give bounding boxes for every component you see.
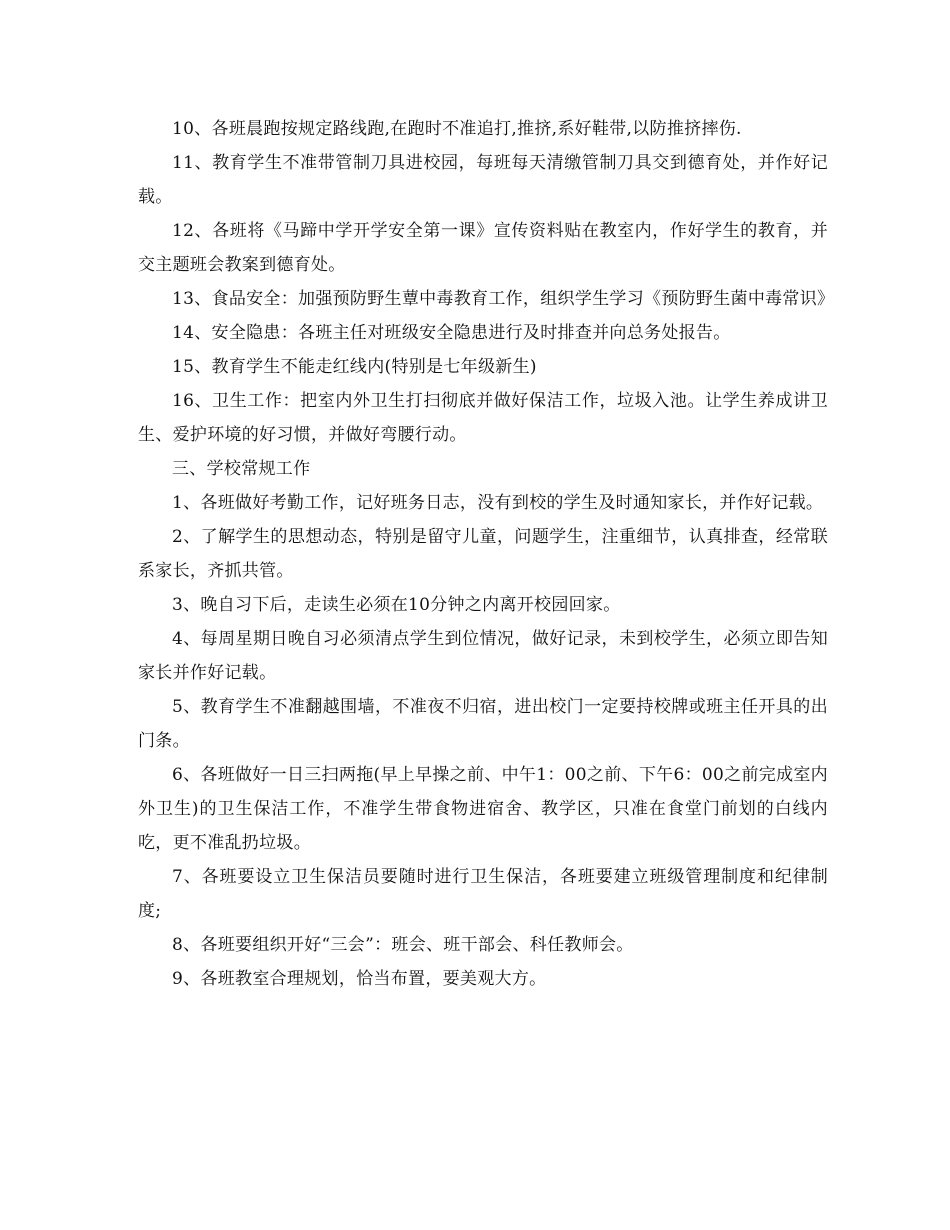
paragraph-routine-9: 9、各班教室合理规划，恰当布置，要美观大方。: [172, 969, 547, 989]
paragraph-routine-2: 2、了解学生的思想动态，特别是留守儿童，问题学生，注重细节，认真排查，经常联系家长，齐抓共管。: [138, 527, 828, 581]
paragraph-routine-6: 6、各班做好一日三扫两拖(早上早操之前、中午1：00之前、下午6：00之前完成室内外卫生)的卫生保洁工作，不准学生带食物进宿舍、教学区，只准在食堂门前划的白线内吃，更不准乱扔垃圾。: [138, 765, 828, 853]
document-body: [138, 112, 835, 996]
paragraph-rule-15: 15、教育学生不能走红线内(特别是七年级新生): [172, 357, 537, 377]
paragraph-routine-8: 8、各班要组织开好“三会”：班会、班干部会、科任教师会。: [172, 935, 634, 955]
section-heading-school-routine: 三、学校常规工作: [172, 459, 311, 479]
paragraph-rule-13: 13、食品安全：加强预防野生蕈中毒教育工作，组织学生学习《预防野生菌中毒常识》: [172, 289, 835, 309]
paragraph-rule-14: 14、安全隐患：各班主任对班级安全隐患进行及时排查并向总务处报告。: [172, 323, 731, 343]
paragraph-rule-12: 12、各班将《马蹄中学开学安全第一课》宣传资料贴在教室内，作好学生的教育，并交主题班会教案到德育处。: [138, 221, 828, 275]
paragraph-rule-11: 11、教育学生不准带管制刀具进校园，每班每天清缴管制刀具交到德育处，并作好记载。: [138, 153, 828, 207]
paragraph-routine-5: 5、教育学生不准翻越围墙，不准夜不归宿，进出校门一定要持校牌或班主任开具的出门条。: [138, 697, 828, 751]
paragraph-routine-3: 3、晚自习下后，走读生必须在10分钟之内离开校园回家。: [172, 595, 621, 615]
paragraph-routine-1: 1、各班做好考勤工作，记好班务日志，没有到校的学生及时通知家长，并作好记载。: [172, 493, 824, 513]
paragraph-rule-16: 16、卫生工作：把室内外卫生打扫彻底并做好保洁工作，垃圾入池。让学生养成讲卫生、爱护环境的好习惯，并做好弯腰行动。: [138, 391, 828, 445]
paragraph-routine-7: 7、各班要设立卫生保洁员要随时进行卫生保洁，各班要建立班级管理制度和纪律制度;: [138, 867, 828, 921]
paragraph-routine-4: 4、每周星期日晚自习必须清点学生到位情况，做好记录，未到校学生，必须立即告知家长并作好记载。: [138, 629, 828, 683]
paragraph-rule-10: 10、各班晨跑按规定路线跑,在跑时不准追打,推挤,系好鞋带,以防推挤摔伤.: [172, 119, 742, 139]
